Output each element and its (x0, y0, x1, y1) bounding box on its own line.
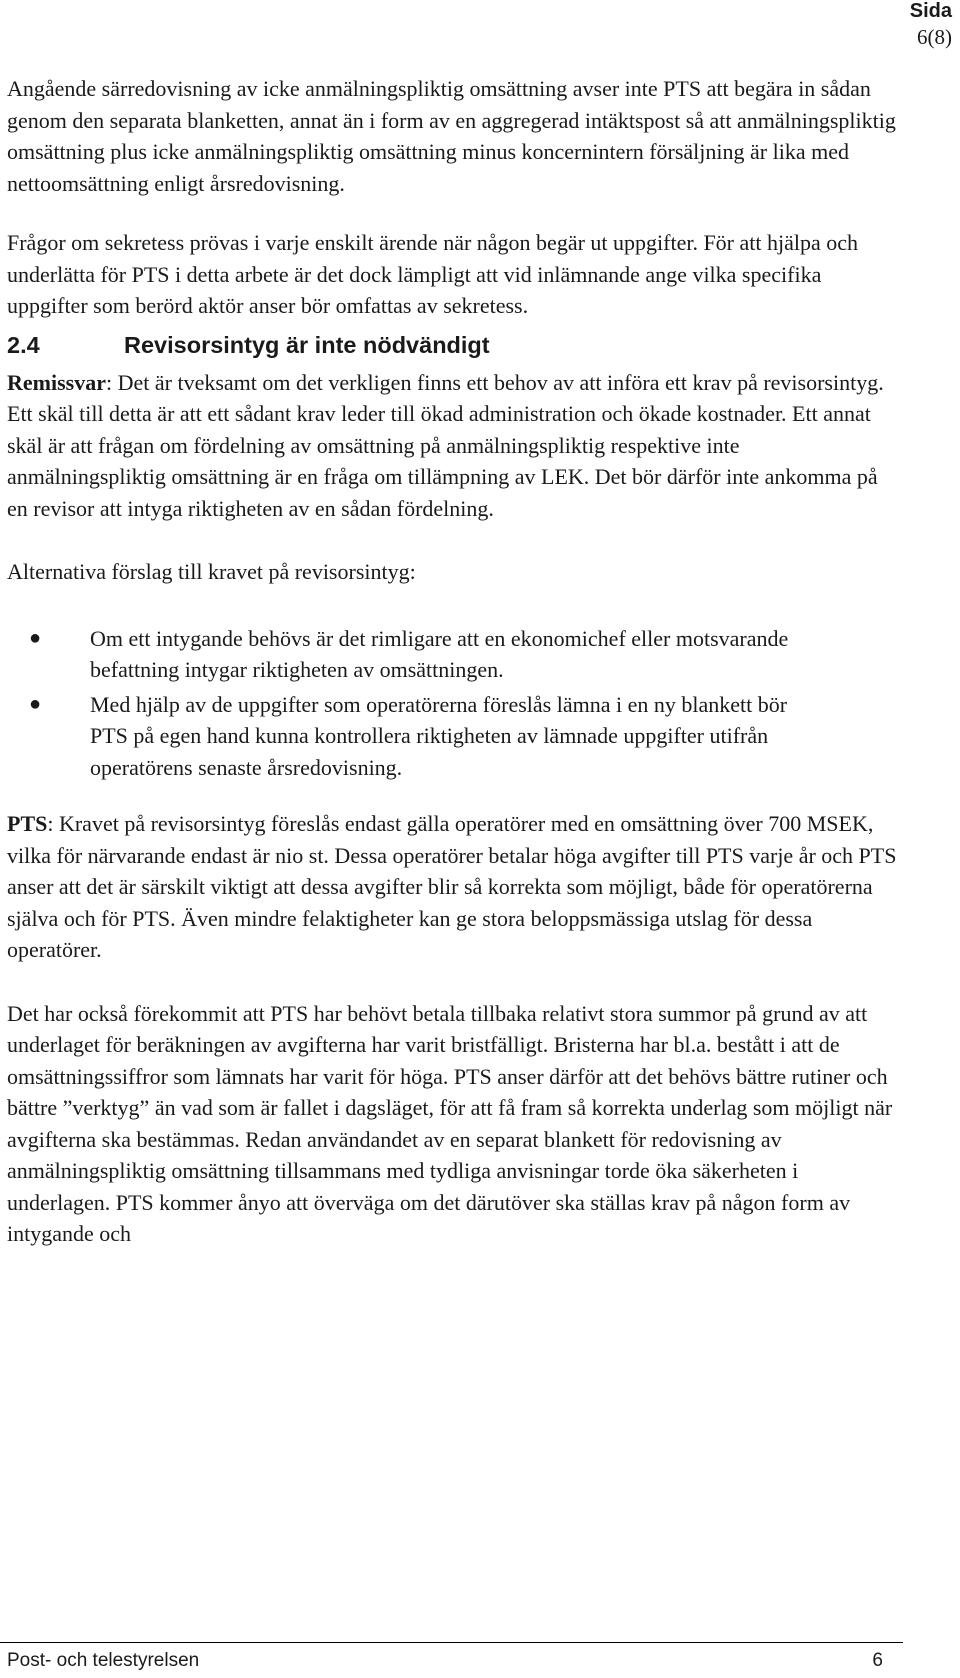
paragraph-sekretess: Frågor om sekretess prövas i varje enskilt ärende när någon begär ut uppgifter. För att hjälpa och underlätta för PTS i detta arbete är det dock lämpligt att vid inlämnande ange vilka specifika uppgifter som berörd aktör anser bör omfattas av sekretess. (7, 230, 859, 318)
list-item (7, 689, 897, 784)
page-header (910, 0, 952, 50)
section-number: 2.4 (7, 331, 40, 358)
paragraph-alternativa: Alternativa förslag till kravet på revisorsintyg: (7, 559, 416, 584)
paragraph-sarredovisning: Angående särredovisning av icke anmälningspliktig omsättning avser inte PTS att begära in sådan genom den separata blanketten, annat än i form av en aggregerad intäktspost så att anmälningspliktig omsättning plus icke anmälningspliktig omsättning minus koncernintern försäljning är lika med nettoomsättning enligt årsredovisning. (7, 76, 896, 196)
page-label: Sida (909, 0, 952, 22)
page-number: 6(8) (917, 25, 952, 49)
list-item (7, 623, 897, 686)
list-item-text: Om ett intygande behövs är det rimligare att en ekonomichef eller motsvarande befattning intygar riktigheten av omsättningen. (90, 625, 789, 682)
remissvar-text: : Det är tveksamt om det verkligen finns ett behov av att införa ett krav på revisorsintyg. Ett skäl till detta är att ett sådant krav leder till ökad administration och ökade kostnader. Ett annat skäl är att frågan om fördelning av omsättning på anmälningspliktig respektive inte anmälningspliktig omsättning är en fråga om tillämpning av LEK. Det bör därför inte ankomma på en revisor att intyga riktigheten av en sådan fördelning. (7, 369, 884, 521)
paragraph-pts (7, 808, 897, 966)
bullet-icon: ● (29, 692, 42, 715)
section-heading (7, 330, 897, 361)
list-item-text: Med hjälp av de uppgifter som operatörerna föreslås lämna i en ny blankett bör PTS på egen hand kunna kontrollera riktigheten av lämnade uppgifter utifrån operatörens senaste årsredovisning. (90, 691, 788, 780)
footer-page-number: 6 (872, 1650, 883, 1671)
section-title: Revisorsintyg är inte nödvändigt (124, 331, 490, 358)
page-footer (0, 1642, 903, 1674)
pts-lead: PTS (7, 811, 48, 836)
paragraph-aterbetalning: Det har också förekommit att PTS har behövt betala tillbaka relativt stora summor på grund av att underlaget för beräkningen av avgifterna har varit bristfälligt. Bristerna har bl.a. bestått i att de omsättningssiffror som lämnats har varit för höga. PTS anser därför att det behövs bättre rutiner och bättre ”verktyg” än vad som är fallet i dagsläget, för att få fram så korrekta underlag som möjligt när avgifterna ska bestämmas. Redan användandet av en separat blankett för redovisning av anmälningspliktig omsättning tillsammans med tydliga anvisningar torde öka säkerheten i underlagen. PTS kommer ånyo att överväga om det därutöver ska ställas krav på någon form av intygande och (7, 1000, 893, 1246)
bullet-icon: ● (29, 626, 42, 649)
pts-text: : Kravet på revisorsintyg föreslås endast gälla operatörer med en omsättning över 700 MSEK, vilka för närvarande endast är nio st. Dessa operatörer betalar höga avgifter till PTS varje år och PTS anser att det är särskilt viktigt att dessa avgifter blir så korrekta som möjligt, både för operatörerna själva och för PTS. Även mindre felaktigheter kan ge stora beloppsmässiga utslag för dessa operatörer. (7, 811, 897, 962)
bullet-list (7, 623, 897, 784)
paragraph-remissvar (7, 367, 897, 525)
footer-organization: Post- och telestyrelsen (7, 1650, 200, 1671)
document-body (7, 73, 897, 1250)
remissvar-lead: Remissvar (7, 369, 106, 395)
